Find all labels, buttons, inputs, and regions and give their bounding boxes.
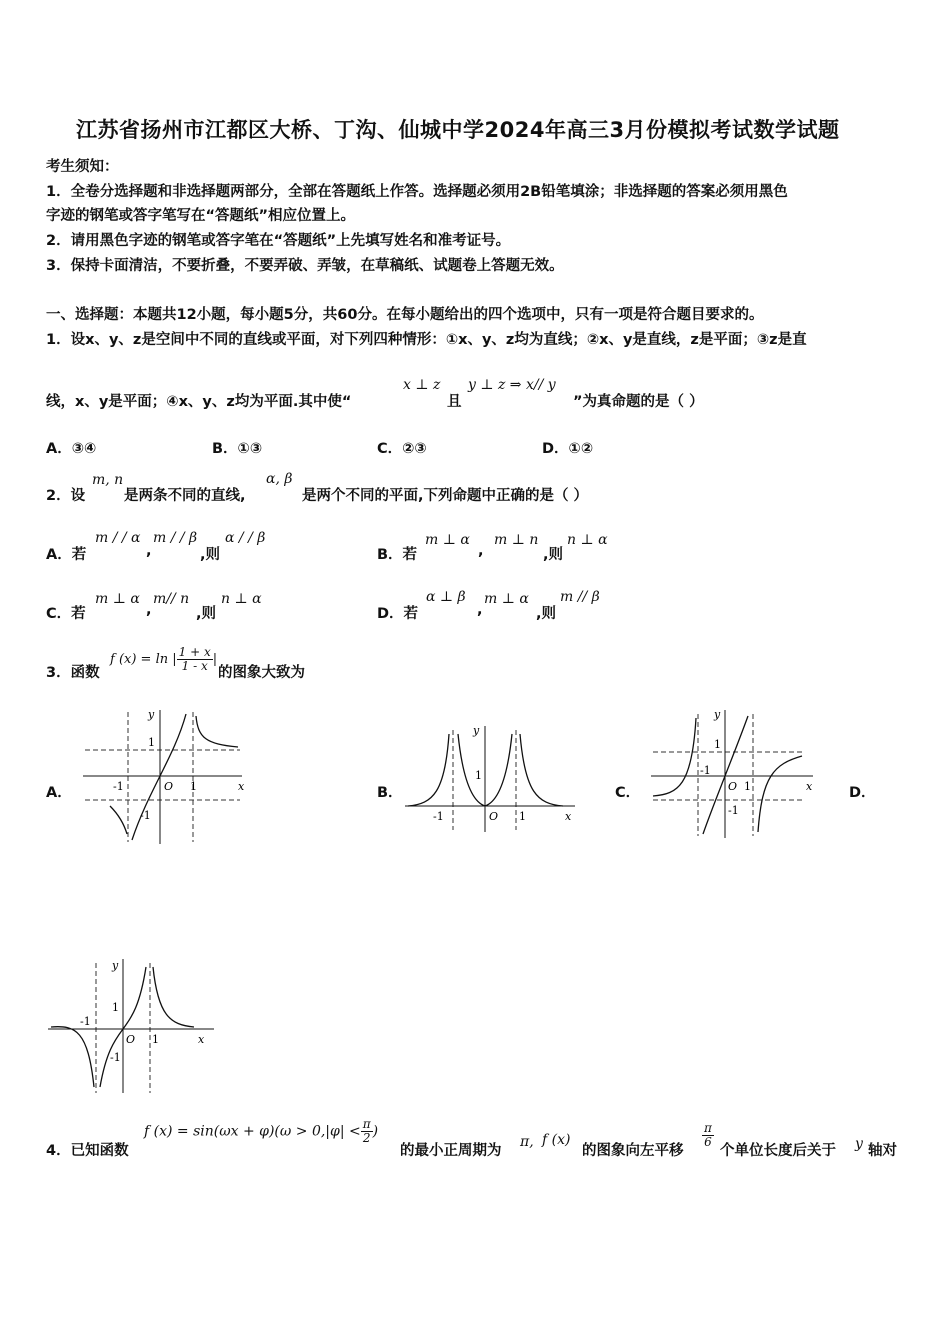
q2-mid-1: 是两条不同的直线, [124,488,246,504]
q2-mid-2: 是两个不同的平面,下列命题中正确的是（ ） [302,488,589,504]
q4-shift [702,1122,714,1149]
q3-graph-a-neg-one-x: -1 [113,780,124,793]
q2-option-b-then: ,则 [543,547,564,563]
q3-graph-b [403,722,583,840]
q3-graph-b-neg-one-x: -1 [433,810,444,823]
q3-option-a-label: A． [46,785,72,801]
q1-option-a: A．③④ [46,441,97,457]
q3-option-c-label: C． [615,785,641,801]
q2-option-c-then: ,则 [196,606,217,622]
q2-option-d-f3: m // β [560,589,600,605]
q3-graph-c [648,706,818,840]
q3-graph-c-y-label: y [714,708,721,721]
q1-formula-2: y ⊥ z ⇒ x// y [468,377,556,393]
q2-option-b-f1: m ⊥ α [425,532,470,548]
q2-option-d-comma: , [477,602,483,618]
q3-graph-d-y-label: y [112,959,119,972]
q3-graph-a-x-label: x [238,780,245,793]
q2-option-b-label: B．若 [377,547,418,563]
q4-mid-3: 个单位长度后关于 [720,1143,836,1159]
q4-shift-denominator: 6 [704,1135,712,1150]
q2-option-a-f1: m / / α [95,530,141,546]
q3-graph-c-one-y: 1 [714,738,721,751]
q3-function-denominator: 1 - x [181,659,208,674]
q2-option-a-comma: , [146,543,152,559]
q3-graph-d-neg-one-y: -1 [110,1051,121,1064]
page-title: 江苏省扬州市江都区大桥、丁沟、仙城中学2024年高三3月份模拟考试数学试题 [76,118,840,142]
q4-function [144,1118,378,1145]
q4-mid-2: 的图象向左平移 [582,1143,684,1159]
q3-graph-d-one-y: 1 [112,1001,119,1014]
q1-option-d: D．①② [542,441,594,457]
q2-option-c-label: C．若 [46,606,86,622]
q3-function-lhs: f (x) = ln | [110,652,177,668]
q4-function-close: ) [372,1123,379,1140]
q3-option-d-label: D． [849,785,876,801]
q3-graph-b-origin: O [489,810,499,823]
q3-graph-a-origin: O [164,780,174,793]
q2-option-d-f1: α ⊥ β [426,589,466,605]
q3-graph-c-neg-one-x: -1 [700,764,711,777]
q3-graph-a-neg-one-y: -1 [140,809,151,822]
notice-line-2: 2．请用黑色字迹的钢笔或答字笔在“答题纸”上先填写姓名和准考证号。 [46,233,511,249]
q3-graph-c-x-label: x [806,780,813,793]
q3-function-fraction [177,646,213,673]
q3-pre: 3．函数 [46,665,100,681]
q2-mn: m, n [92,472,124,488]
q3-option-b-label: B． [377,785,403,801]
q3-post: 的图象大致为 [218,665,305,681]
q4-shift-fraction [702,1122,714,1149]
q3-graph-c-neg-one-y: -1 [728,804,739,817]
q4-function-numerator: π [362,1117,371,1131]
q3-graph-c-one-x: 1 [744,780,751,793]
q2-option-a-then: ,则 [200,547,221,563]
q1-line-2-pre: 线，x、y是平面；④x、y、z均为平面.其中使“ [46,394,352,410]
q3-graph-d-neg-one-x: -1 [80,1015,91,1028]
q1-option-b: B．①③ [212,441,263,457]
q3-graph-a-one-y: 1 [148,736,155,749]
q1-line-1: 1．设x、y、z是空间中不同的直线或平面，对下列四种情形：①x、y、z均为直线；②x、y是直线，z是平面；③z是直 [46,332,807,348]
q2-alpha-beta: α, β [266,471,293,487]
q3-graph-b-y-label: y [473,724,480,737]
q2-option-c-f1: m ⊥ α [95,591,140,607]
q4-function-formula: f (x) = sin(ωx + φ)(ω > 0,|φ| < [144,1123,361,1140]
q3-graph-d-origin: O [126,1033,136,1046]
notice-heading: 考生须知： [46,159,119,175]
q2-pre: 2．设 [46,488,86,504]
q2-option-a-f2: m / / β [153,530,198,546]
q2-option-b-f2: m ⊥ n [494,532,539,548]
q2-option-c-f3: n ⊥ α [221,591,262,607]
q2-option-b-f3: n ⊥ α [567,532,608,548]
q4-pre: 4．已知函数 [46,1143,129,1159]
q4-function-denominator: 2 [362,1131,371,1146]
q2-option-a-f3: α / / β [225,530,266,546]
q1-line-2-post: ”为真命题的是（ ） [573,394,704,410]
q2-option-b-comma: , [478,543,484,559]
q3-graph-a [80,706,250,848]
section-heading: 一、选择题：本题共12小题，每小题5分，共60分。在每小题给出的四个选项中，只有一项是符合题目要求的。 [46,307,764,323]
q1-option-c: C．②③ [377,441,427,457]
q3-function [110,646,217,673]
q4-y: y [855,1136,863,1152]
q3-graph-b-one-y: 1 [475,769,482,782]
q3-graph-a-one-x: 1 [190,780,197,793]
q2-option-d-label: D．若 [377,606,419,622]
q3-graph-d-one-x: 1 [152,1033,159,1046]
q3-graph-b-x-label: x [565,810,572,823]
q4-shift-numerator: π [704,1121,712,1135]
q2-option-d-then: ,则 [536,606,557,622]
notice-line-1a: 1．全卷分选择题和非选择题两部分，全部在答题纸上作答。选择题必须用2B铅笔填涂；非选择题的答案必须用黑色 [46,184,788,200]
q4-function-fraction [361,1118,373,1145]
notice-line-1b: 字迹的钢笔或答字笔写在“答题纸”相应位置上。 [46,208,356,224]
q2-option-c-comma: , [146,602,152,618]
q1-conj: 且 [447,394,462,410]
q3-graph-b-one-x: 1 [519,810,526,823]
q3-graph-a-y-label: y [148,708,155,721]
q4-end: 轴对 [868,1143,897,1159]
q1-formula-1: x ⊥ z [403,377,441,393]
q3-function-rhs: | [212,652,218,668]
q4-fx: f (x) [542,1132,571,1148]
q3-function-numerator: 1 + x [178,645,211,659]
q2-option-a-label: A．若 [46,547,87,563]
q4-mid-1: 的最小正周期为 [400,1143,502,1159]
q2-option-c-f2: m// n [153,591,190,607]
q3-graph-d [46,955,218,1095]
q3-graph-c-origin: O [728,780,738,793]
q3-graph-d-x-label: x [198,1033,205,1046]
q4-pi: π, [520,1134,534,1150]
notice-line-3: 3．保持卡面清洁，不要折叠，不要弄破、弄皱，在草稿纸、试题卷上答题无效。 [46,258,564,274]
q2-option-d-f2: m ⊥ α [484,591,529,607]
